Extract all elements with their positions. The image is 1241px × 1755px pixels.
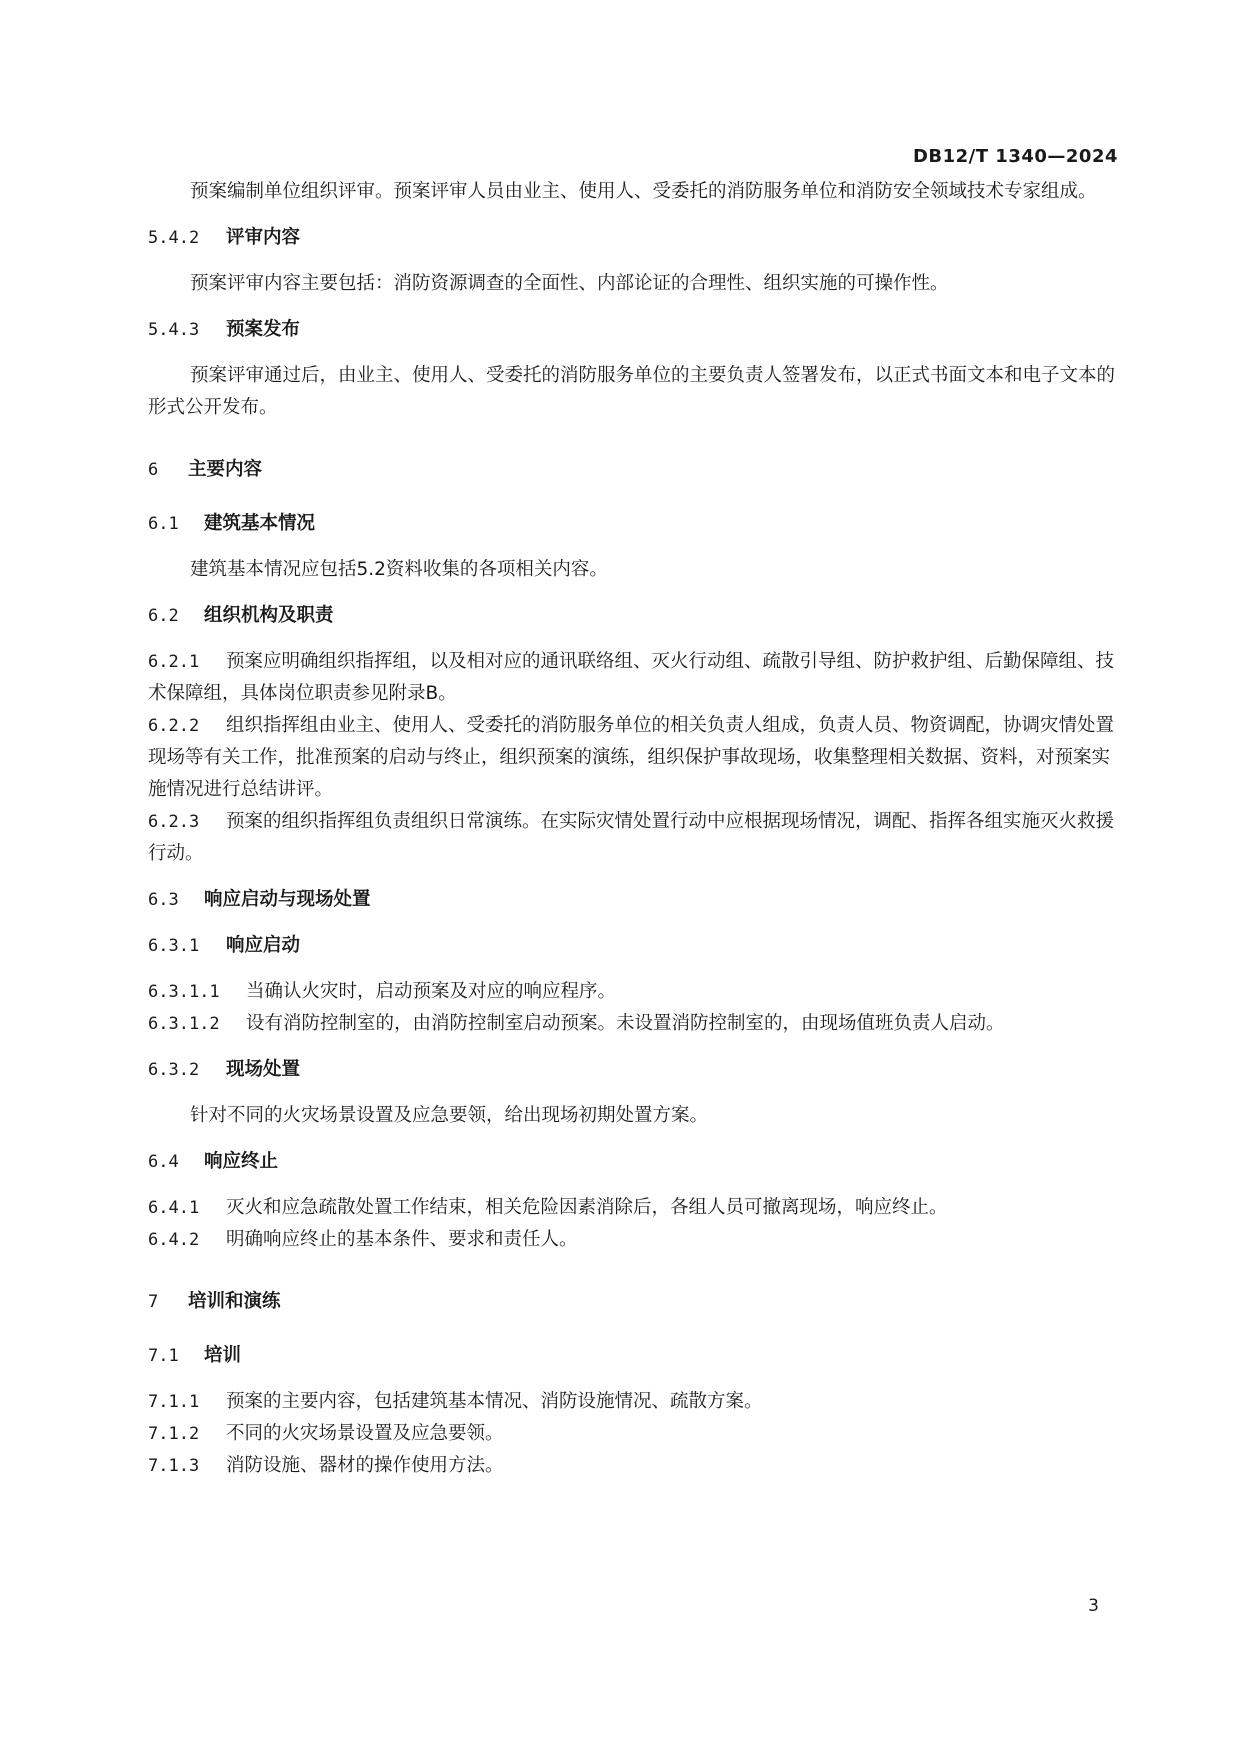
page-number: 3	[1088, 1596, 1099, 1616]
heading-6	[148, 454, 1123, 486]
clause-6-4-1	[148, 1192, 1123, 1224]
clause-number: 6.3.1.1	[148, 982, 220, 1002]
clause-text: 组织指挥组由业主、使用人、受委托的消防服务单位的相关负责人组成，负责人员、物资调配，协调灾情处置现场等有关工作，批准预案的启动与终止，组织预案的演练，组织保护事故现场，收集整理相关数据、资料，对预案实施情况进行总结讲评。	[148, 715, 1115, 800]
document-code: DB12/T 1340—2024	[912, 146, 1118, 167]
clause-text: 当确认火灾时，启动预案及对应的响应程序。	[246, 981, 617, 1002]
clause-number: 6.2.1	[148, 652, 200, 672]
heading-number: 6.1	[148, 514, 179, 534]
clause-7-1-3	[148, 1450, 1123, 1482]
heading-title: 响应启动与现场处置	[204, 889, 371, 910]
clause-6-2-3	[148, 806, 1123, 870]
paragraph-review-organization: 预案编制单位组织评审。预案评审人员由业主、使用人、受委托的消防服务单位和消防安全领域技术专家组成。	[190, 181, 1097, 202]
paragraph-review-content: 预案评审内容主要包括：消防资源调查的全面性、内部论证的合理性、组织实施的可操作性。	[190, 273, 949, 294]
heading-5-4-3	[148, 314, 1123, 346]
heading-title: 现场处置	[226, 1059, 301, 1080]
document-body	[148, 176, 1123, 1482]
paragraph-6-3-2: 针对不同的火灾场景设置及应急要领，给出现场初期处置方案。	[190, 1105, 709, 1126]
clause-text: 设有消防控制室的，由消防控制室启动预案。未设置消防控制室的，由现场值班负责人启动。	[246, 1013, 1005, 1034]
heading-title: 预案发布	[226, 319, 301, 340]
heading-6-2	[148, 600, 1123, 632]
paragraph-publish: 预案评审通过后，由业主、使用人、受委托的消防服务单位的主要负责人签署发布，以正式书面文本和电子文本的形式公开发布。	[148, 365, 1116, 418]
heading-number: 5.4.2	[148, 228, 200, 248]
clause-number: 6.4.1	[148, 1198, 200, 1218]
clause-text: 预案的主要内容，包括建筑基本情况、消防设施情况、疏散方案。	[226, 1391, 763, 1412]
heading-number: 6.3.2	[148, 1060, 200, 1080]
heading-number: 6	[148, 460, 159, 480]
clause-text: 消防设施、器材的操作使用方法。	[226, 1455, 504, 1476]
heading-number: 5.4.3	[148, 320, 200, 340]
heading-title: 培训和演练	[188, 1291, 281, 1312]
clause-number: 6.4.2	[148, 1230, 200, 1250]
clause-6-3-1-2	[148, 1008, 1123, 1040]
heading-title: 培训	[204, 1345, 242, 1366]
heading-7-1	[148, 1340, 1123, 1372]
clause-text: 灭火和应急疏散处置工作结束，相关危险因素消除后，各组人员可撤离现场，响应终止。	[226, 1197, 948, 1218]
heading-6-3-1	[148, 930, 1123, 962]
heading-7	[148, 1286, 1123, 1318]
heading-6-3-2	[148, 1054, 1123, 1086]
heading-number: 6.4	[148, 1152, 179, 1172]
clause-text: 不同的火灾场景设置及应急要领。	[226, 1423, 504, 1444]
clause-number: 6.2.3	[148, 812, 200, 832]
clause-number: 6.3.1.2	[148, 1014, 220, 1034]
clause-6-3-1-1	[148, 976, 1123, 1008]
clause-text: 预案的组织指挥组负责组织日常演练。在实际灾情处置行动中应根据现场情况，调配、指挥各组实施灭火救援行动。	[148, 811, 1115, 864]
clause-6-4-2	[148, 1224, 1123, 1256]
heading-5-4-2	[148, 222, 1123, 254]
heading-number: 6.3.1	[148, 936, 200, 956]
heading-title: 评审内容	[226, 227, 301, 248]
clause-number: 7.1.1	[148, 1392, 200, 1412]
clause-number: 7.1.2	[148, 1424, 200, 1444]
heading-6-4	[148, 1146, 1123, 1178]
heading-number: 6.2	[148, 606, 179, 626]
clause-text: 明确响应终止的基本条件、要求和责任人。	[226, 1229, 578, 1250]
clause-text: 预案应明确组织指挥组，以及相对应的通讯联络组、灭火行动组、疏散引导组、防护救护组、后勤保障组、技术保障组，具体岗位职责参见附录B。	[148, 651, 1115, 704]
clause-number: 7.1.3	[148, 1456, 200, 1476]
heading-title: 组织机构及职责	[204, 605, 334, 626]
heading-title: 建筑基本情况	[204, 513, 316, 534]
heading-6-3	[148, 884, 1123, 916]
heading-title: 响应终止	[204, 1151, 279, 1172]
clause-6-2-1	[148, 646, 1123, 710]
heading-title: 主要内容	[188, 459, 263, 480]
clause-number: 6.2.2	[148, 716, 200, 736]
paragraph-6-1: 建筑基本情况应包括5.2资料收集的各项相关内容。	[190, 559, 608, 580]
clause-7-1-2	[148, 1418, 1123, 1450]
heading-6-1	[148, 508, 1123, 540]
heading-number: 7.1	[148, 1346, 179, 1366]
heading-title: 响应启动	[226, 935, 301, 956]
clause-7-1-1	[148, 1386, 1123, 1418]
heading-number: 7	[148, 1292, 159, 1312]
clause-6-2-2	[148, 710, 1123, 806]
heading-number: 6.3	[148, 890, 179, 910]
